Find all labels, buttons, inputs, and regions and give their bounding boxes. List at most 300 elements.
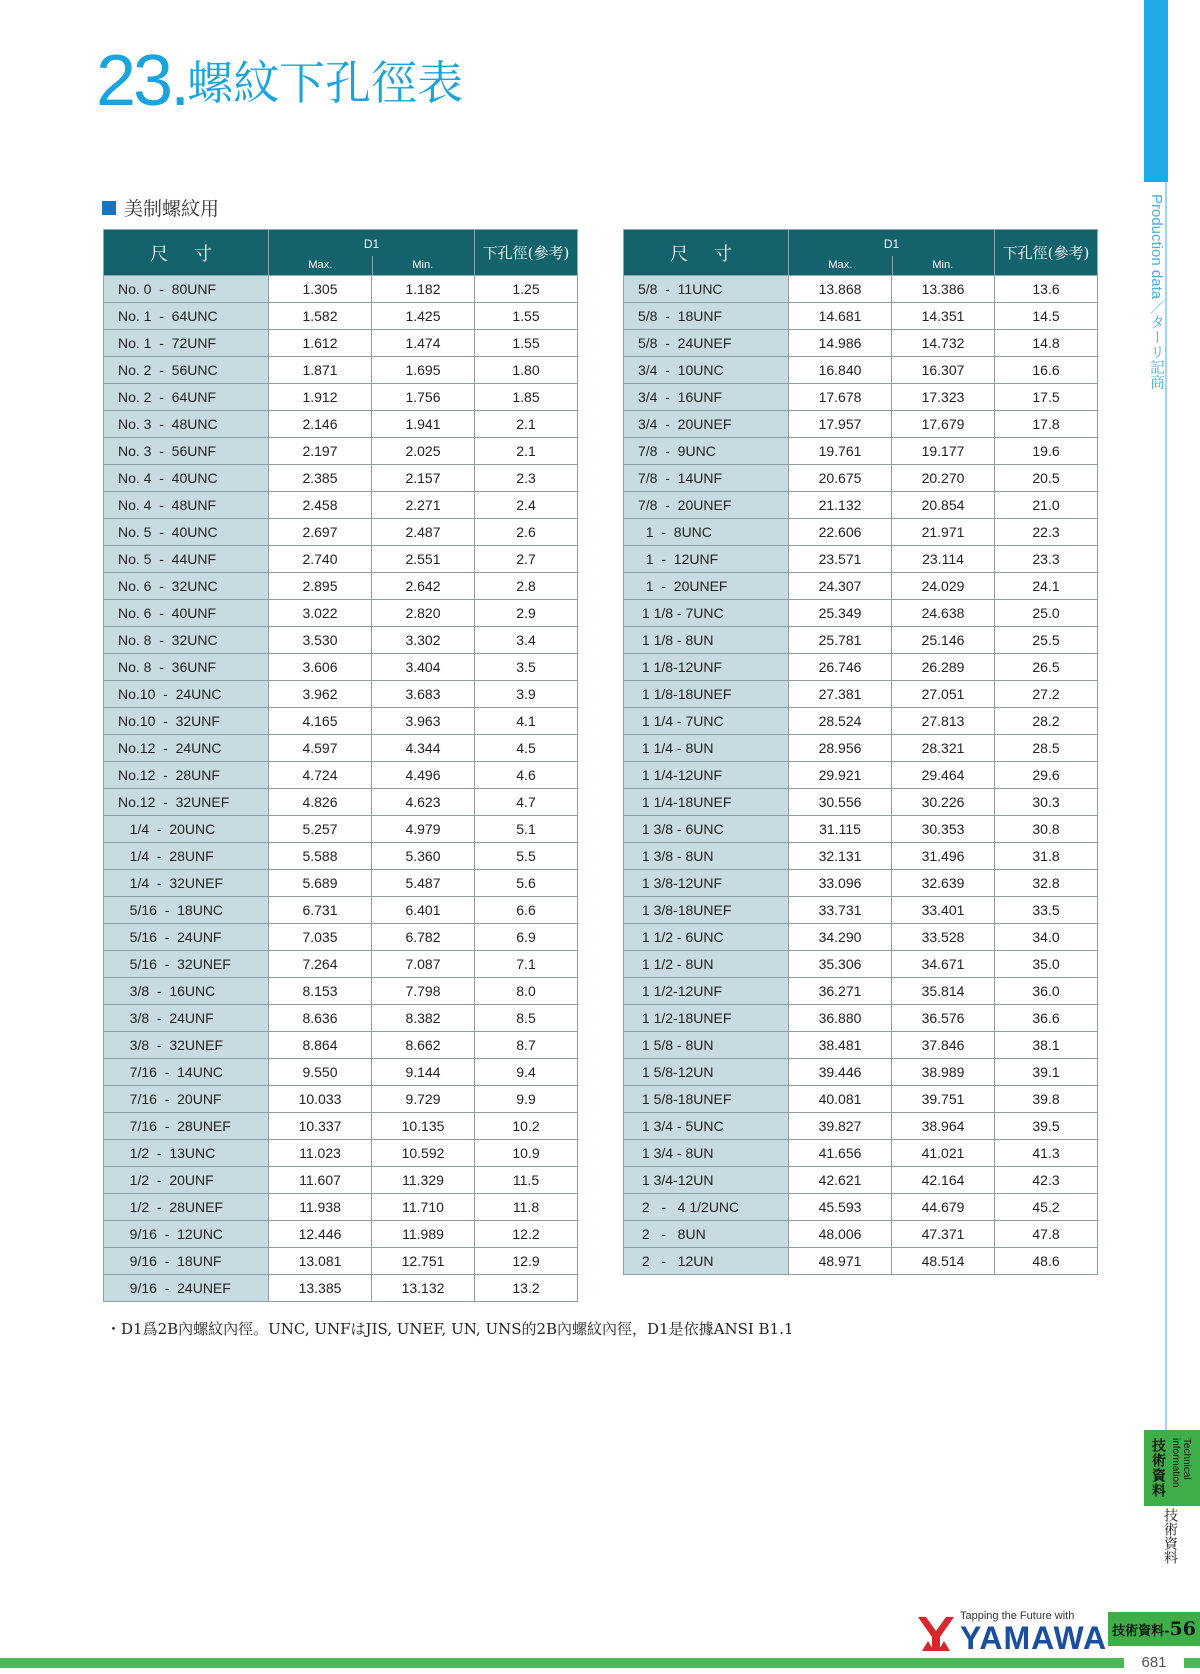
max-cell: 7.264: [269, 951, 372, 978]
size-cell: 1 3/4 - 5UNC: [624, 1113, 789, 1140]
table-row: [104, 843, 578, 870]
min-cell: 4.979: [372, 816, 475, 843]
min-cell: 39.751: [892, 1086, 995, 1113]
hole-cell: 35.0: [995, 951, 1098, 978]
max-cell: 48.971: [789, 1248, 892, 1275]
table-row: [104, 357, 578, 384]
hole-cell: 5.1: [475, 816, 578, 843]
size-cell: 3/4 - 16UNF: [624, 384, 789, 411]
max-cell: 24.307: [789, 573, 892, 600]
min-cell: 2.551: [372, 546, 475, 573]
size-cell: 5/8 - 11UNC: [624, 276, 789, 303]
min-cell: 2.271: [372, 492, 475, 519]
size-cell: 1 1/4-18UNEF: [624, 789, 789, 816]
max-cell: 2.458: [269, 492, 372, 519]
hole-cell: 5.5: [475, 843, 578, 870]
size-cell: 1 1/4 - 8UN: [624, 735, 789, 762]
max-cell: 35.306: [789, 951, 892, 978]
max-cell: 27.381: [789, 681, 892, 708]
table-row: [624, 357, 1098, 384]
hole-cell: 14.8: [995, 330, 1098, 357]
max-cell: 17.957: [789, 411, 892, 438]
size-cell: 1/4 - 20UNC: [104, 816, 269, 843]
hole-cell: 39.5: [995, 1113, 1098, 1140]
max-cell: 39.827: [789, 1113, 892, 1140]
hole-cell: 47.8: [995, 1221, 1098, 1248]
max-cell: 12.446: [269, 1221, 372, 1248]
max-cell: 32.131: [789, 843, 892, 870]
max-cell: 45.593: [789, 1194, 892, 1221]
size-cell: 2 - 12UN: [624, 1248, 789, 1275]
table-row: [624, 303, 1098, 330]
table-header-row: [624, 230, 1098, 276]
min-cell: 3.404: [372, 654, 475, 681]
min-cell: 17.323: [892, 384, 995, 411]
size-cell: 1 1/8-12UNF: [624, 654, 789, 681]
min-cell: 6.401: [372, 897, 475, 924]
table-row: [624, 600, 1098, 627]
table-row: [624, 546, 1098, 573]
max-cell: 4.826: [269, 789, 372, 816]
min-cell: 29.464: [892, 762, 995, 789]
size-cell: 1 1/2-12UNF: [624, 978, 789, 1005]
min-cell: 2.820: [372, 600, 475, 627]
hole-cell: 36.6: [995, 1005, 1098, 1032]
hole-cell: 2.8: [475, 573, 578, 600]
max-cell: 21.132: [789, 492, 892, 519]
max-cell: 22.606: [789, 519, 892, 546]
max-cell: 5.588: [269, 843, 372, 870]
size-cell: 1 1/8 - 8UN: [624, 627, 789, 654]
max-cell: 3.022: [269, 600, 372, 627]
min-cell: 9.144: [372, 1059, 475, 1086]
max-cell: 34.290: [789, 924, 892, 951]
hole-cell: 41.3: [995, 1140, 1098, 1167]
min-header: Min.: [932, 259, 954, 271]
side-vertical-label: 技術資料: [1162, 1508, 1178, 1564]
size-cell: 7/16 - 28UNEF: [104, 1113, 269, 1140]
table-row: [624, 1113, 1098, 1140]
max-cell: 11.607: [269, 1167, 372, 1194]
hole-cell: 4.5: [475, 735, 578, 762]
min-cell: 34.671: [892, 951, 995, 978]
min-cell: 1.182: [372, 276, 475, 303]
table-row: [624, 789, 1098, 816]
table-row: [624, 681, 1098, 708]
min-cell: 1.474: [372, 330, 475, 357]
max-cell: 4.724: [269, 762, 372, 789]
hole-cell: 28.5: [995, 735, 1098, 762]
max-cell: 3.606: [269, 654, 372, 681]
max-cell: 2.697: [269, 519, 372, 546]
min-cell: 5.360: [372, 843, 475, 870]
bottom-stripe: [0, 1658, 1200, 1668]
min-cell: 6.782: [372, 924, 475, 951]
table-row: [104, 1248, 578, 1275]
max-cell: 33.731: [789, 897, 892, 924]
size-cell: 1 3/8-18UNEF: [624, 897, 789, 924]
size-cell: 9/16 - 24UNEF: [104, 1275, 269, 1302]
table-row: [104, 573, 578, 600]
size-cell: 1 - 8UNC: [624, 519, 789, 546]
max-cell: 26.746: [789, 654, 892, 681]
max-cell: 2.146: [269, 411, 372, 438]
max-cell: 14.681: [789, 303, 892, 330]
max-cell: 2.895: [269, 573, 372, 600]
max-cell: 42.621: [789, 1167, 892, 1194]
size-cell: No.10 - 32UNF: [104, 708, 269, 735]
table-row: [104, 654, 578, 681]
size-cell: 3/4 - 20UNEF: [624, 411, 789, 438]
min-cell: 2.025: [372, 438, 475, 465]
size-cell: 5/16 - 32UNEF: [104, 951, 269, 978]
size-cell: 1/2 - 28UNEF: [104, 1194, 269, 1221]
table-row: [624, 276, 1098, 303]
size-cell: No. 8 - 36UNF: [104, 654, 269, 681]
min-cell: 2.642: [372, 573, 475, 600]
min-cell: 33.401: [892, 897, 995, 924]
size-cell: No.12 - 32UNEF: [104, 789, 269, 816]
hole-cell: 2.3: [475, 465, 578, 492]
hole-cell: 3.5: [475, 654, 578, 681]
max-cell: 6.731: [269, 897, 372, 924]
hole-cell: 48.6: [995, 1248, 1098, 1275]
size-cell: 1 3/8-12UNF: [624, 870, 789, 897]
min-cell: 1.695: [372, 357, 475, 384]
min-cell: 31.496: [892, 843, 995, 870]
max-cell: 48.006: [789, 1221, 892, 1248]
max-header: Max.: [308, 259, 333, 271]
table-row: [624, 627, 1098, 654]
hole-cell: 3.9: [475, 681, 578, 708]
table-row: [624, 411, 1098, 438]
min-cell: 2.157: [372, 465, 475, 492]
min-cell: 25.146: [892, 627, 995, 654]
table-row: [624, 870, 1098, 897]
table-row: [624, 843, 1098, 870]
hole-cell: 4.6: [475, 762, 578, 789]
min-cell: 24.638: [892, 600, 995, 627]
size-cell: 5/16 - 24UNF: [104, 924, 269, 951]
hole-cell: 19.6: [995, 438, 1098, 465]
table-row: [624, 735, 1098, 762]
hole-cell: 10.2: [475, 1113, 578, 1140]
size-cell: No. 3 - 48UNC: [104, 411, 269, 438]
min-cell: 30.353: [892, 816, 995, 843]
table-row: [104, 1005, 578, 1032]
max-cell: 28.956: [789, 735, 892, 762]
max-cell: 25.349: [789, 600, 892, 627]
table-row: [104, 681, 578, 708]
hole-cell: 32.8: [995, 870, 1098, 897]
hole-cell: 1.25: [475, 276, 578, 303]
max-cell: 13.081: [269, 1248, 372, 1275]
hole-cell: 8.7: [475, 1032, 578, 1059]
page-label-number: 56: [1169, 1618, 1196, 1640]
max-cell: 39.446: [789, 1059, 892, 1086]
table-row: [104, 897, 578, 924]
table-row: [104, 924, 578, 951]
hole-cell: 23.3: [995, 546, 1098, 573]
size-cell: 1 3/4-12UN: [624, 1167, 789, 1194]
side-tab-technical-information[interactable]: [1144, 1430, 1200, 1506]
hole-cell: 9.9: [475, 1086, 578, 1113]
size-cell: 1/4 - 32UNEF: [104, 870, 269, 897]
hole-cell: 2.1: [475, 411, 578, 438]
min-cell: 3.302: [372, 627, 475, 654]
hole-cell: 1.55: [475, 330, 578, 357]
max-cell: 28.524: [789, 708, 892, 735]
table-row: [104, 1086, 578, 1113]
table-row: [624, 573, 1098, 600]
table-row: [104, 276, 578, 303]
table-row: [104, 303, 578, 330]
min-cell: 13.386: [892, 276, 995, 303]
max-cell: 36.880: [789, 1005, 892, 1032]
hole-cell: 36.0: [995, 978, 1098, 1005]
hole-cell: 11.8: [475, 1194, 578, 1221]
min-cell: 27.051: [892, 681, 995, 708]
yamawa-logo: [916, 1610, 1108, 1656]
hole-cell: 25.5: [995, 627, 1098, 654]
size-cell: 1 5/8 - 8UN: [624, 1032, 789, 1059]
size-cell: 3/8 - 16UNC: [104, 978, 269, 1005]
table-row: [624, 1005, 1098, 1032]
logo-tagline: Tapping the Future with: [960, 1610, 1075, 1622]
max-cell: 1.871: [269, 357, 372, 384]
max-header: Max.: [828, 259, 853, 271]
min-cell: 16.307: [892, 357, 995, 384]
size-header: 尺 寸: [104, 230, 269, 276]
max-cell: 3.962: [269, 681, 372, 708]
table-row: [104, 816, 578, 843]
max-cell: 8.636: [269, 1005, 372, 1032]
min-cell: 24.029: [892, 573, 995, 600]
table-row: [624, 924, 1098, 951]
table-row: [104, 384, 578, 411]
table-row: [624, 384, 1098, 411]
max-cell: 23.571: [789, 546, 892, 573]
section-heading: [102, 194, 219, 221]
size-cell: 1 1/8-18UNEF: [624, 681, 789, 708]
table-row: [624, 438, 1098, 465]
side-accent-bar: [1144, 0, 1168, 182]
min-cell: 47.371: [892, 1221, 995, 1248]
min-cell: 9.729: [372, 1086, 475, 1113]
table-row: [624, 1221, 1098, 1248]
size-cell: 1 1/2 - 6UNC: [624, 924, 789, 951]
section-heading-text: 美制螺紋用: [124, 198, 220, 220]
hole-cell: 2.4: [475, 492, 578, 519]
size-cell: No.12 - 24UNC: [104, 735, 269, 762]
max-cell: 5.689: [269, 870, 372, 897]
hole-cell: 11.5: [475, 1167, 578, 1194]
max-cell: 1.912: [269, 384, 372, 411]
table-row: [104, 708, 578, 735]
max-cell: 5.257: [269, 816, 372, 843]
size-cell: No. 3 - 56UNF: [104, 438, 269, 465]
logo-name: YAMAWA: [960, 1620, 1108, 1656]
min-cell: 3.963: [372, 708, 475, 735]
size-cell: 3/4 - 10UNC: [624, 357, 789, 384]
hole-cell: 8.0: [475, 978, 578, 1005]
size-cell: 1/4 - 28UNF: [104, 843, 269, 870]
hole-cell: 24.1: [995, 573, 1098, 600]
hole-cell: 7.1: [475, 951, 578, 978]
table-row: [624, 465, 1098, 492]
table-row: [104, 546, 578, 573]
min-cell: 10.592: [372, 1140, 475, 1167]
hole-cell: 30.3: [995, 789, 1098, 816]
min-cell: 28.321: [892, 735, 995, 762]
page-number: 681: [1124, 1654, 1184, 1674]
table-row: [104, 1167, 578, 1194]
thread-table-left: [103, 229, 578, 1302]
hole-cell: 10.9: [475, 1140, 578, 1167]
min-cell: 38.964: [892, 1113, 995, 1140]
title-number: 23.: [96, 41, 188, 121]
max-cell: 10.033: [269, 1086, 372, 1113]
table-row: [624, 330, 1098, 357]
d1-label: D1: [883, 237, 900, 251]
hole-cell: 22.3: [995, 519, 1098, 546]
hole-cell: 13.6: [995, 276, 1098, 303]
min-cell: 4.344: [372, 735, 475, 762]
max-cell: 29.921: [789, 762, 892, 789]
table-row: [104, 870, 578, 897]
size-cell: 1 1/8 - 7UNC: [624, 600, 789, 627]
min-cell: 4.496: [372, 762, 475, 789]
hole-cell: 5.6: [475, 870, 578, 897]
size-cell: 7/8 - 20UNEF: [624, 492, 789, 519]
min-cell: 8.382: [372, 1005, 475, 1032]
hole-cell: 1.80: [475, 357, 578, 384]
min-cell: 23.114: [892, 546, 995, 573]
d1-header: [789, 230, 995, 276]
hole-cell: 38.1: [995, 1032, 1098, 1059]
size-cell: 9/16 - 18UNF: [104, 1248, 269, 1275]
min-cell: 7.087: [372, 951, 475, 978]
min-cell: 48.514: [892, 1248, 995, 1275]
table-row: [624, 762, 1098, 789]
hole-cell: 2.1: [475, 438, 578, 465]
min-cell: 1.941: [372, 411, 475, 438]
max-cell: 11.938: [269, 1194, 372, 1221]
min-cell: 17.679: [892, 411, 995, 438]
table-row: [104, 1032, 578, 1059]
page-title: [96, 40, 463, 122]
table-row: [624, 1167, 1098, 1194]
max-cell: 2.385: [269, 465, 372, 492]
hole-cell: 31.8: [995, 843, 1098, 870]
size-cell: 7/8 - 14UNF: [624, 465, 789, 492]
min-cell: 3.683: [372, 681, 475, 708]
max-cell: 31.115: [789, 816, 892, 843]
table-row: [624, 1248, 1098, 1275]
table-row: [624, 654, 1098, 681]
table-row: [104, 1140, 578, 1167]
size-cell: No. 1 - 64UNC: [104, 303, 269, 330]
size-cell: No. 6 - 32UNC: [104, 573, 269, 600]
hole-cell: 6.6: [475, 897, 578, 924]
table-row: [104, 1221, 578, 1248]
page-label-cn: 技術資料-: [1112, 1623, 1170, 1639]
min-cell: 42.164: [892, 1167, 995, 1194]
min-cell: 33.528: [892, 924, 995, 951]
max-cell: 2.197: [269, 438, 372, 465]
max-cell: 2.740: [269, 546, 372, 573]
hole-cell: 12.2: [475, 1221, 578, 1248]
table-row: [624, 519, 1098, 546]
min-cell: 4.623: [372, 789, 475, 816]
hole-cell: 2.9: [475, 600, 578, 627]
square-bullet-icon: [102, 201, 116, 215]
thread-table-right: [623, 229, 1098, 1275]
min-cell: 37.846: [892, 1032, 995, 1059]
table-row: [104, 438, 578, 465]
d1-label: D1: [363, 237, 380, 251]
hole-cell: 4.1: [475, 708, 578, 735]
max-cell: 11.023: [269, 1140, 372, 1167]
footnote: ・D1爲2B內螺紋內徑。UNC, UNFはJIS, UNEF, UN, UNS的2B內螺紋內徑，D1是依據ANSI B1.1: [106, 1320, 794, 1338]
max-cell: 25.781: [789, 627, 892, 654]
min-cell: 38.989: [892, 1059, 995, 1086]
min-cell: 44.679: [892, 1194, 995, 1221]
hole-cell: 28.2: [995, 708, 1098, 735]
table-row: [104, 465, 578, 492]
min-cell: 5.487: [372, 870, 475, 897]
max-cell: 4.597: [269, 735, 372, 762]
table-row: [104, 1194, 578, 1221]
max-cell: 30.556: [789, 789, 892, 816]
max-cell: 1.612: [269, 330, 372, 357]
min-cell: 11.710: [372, 1194, 475, 1221]
hole-cell: 17.5: [995, 384, 1098, 411]
max-cell: 19.761: [789, 438, 892, 465]
hole-cell: 39.1: [995, 1059, 1098, 1086]
size-cell: No.10 - 24UNC: [104, 681, 269, 708]
hole-header: 下孔徑(參考): [995, 230, 1098, 276]
hole-cell: 6.9: [475, 924, 578, 951]
max-cell: 1.305: [269, 276, 372, 303]
max-cell: 7.035: [269, 924, 372, 951]
thread-table-right-body: [624, 276, 1098, 1275]
hole-cell: 1.85: [475, 384, 578, 411]
min-header: Min.: [412, 259, 434, 271]
table-header-row: [104, 230, 578, 276]
size-cell: No. 4 - 40UNC: [104, 465, 269, 492]
size-cell: 1 5/8-12UN: [624, 1059, 789, 1086]
table-row: [104, 330, 578, 357]
hole-cell: 14.5: [995, 303, 1098, 330]
min-cell: 21.971: [892, 519, 995, 546]
side-tab-en: Technical information: [1170, 1438, 1192, 1488]
side-section-label: Production data／ターリ記商: [1148, 194, 1165, 390]
min-cell: 12.751: [372, 1248, 475, 1275]
max-cell: 20.675: [789, 465, 892, 492]
hole-cell: 25.0: [995, 600, 1098, 627]
hole-cell: 21.0: [995, 492, 1098, 519]
min-cell: 1.756: [372, 384, 475, 411]
max-cell: 10.337: [269, 1113, 372, 1140]
hole-cell: 16.6: [995, 357, 1098, 384]
size-cell: 1/2 - 13UNC: [104, 1140, 269, 1167]
max-cell: 1.582: [269, 303, 372, 330]
size-cell: No. 0 - 80UNF: [104, 276, 269, 303]
max-cell: 13.385: [269, 1275, 372, 1302]
min-cell: 27.813: [892, 708, 995, 735]
thread-table-left-body: [104, 276, 578, 1302]
